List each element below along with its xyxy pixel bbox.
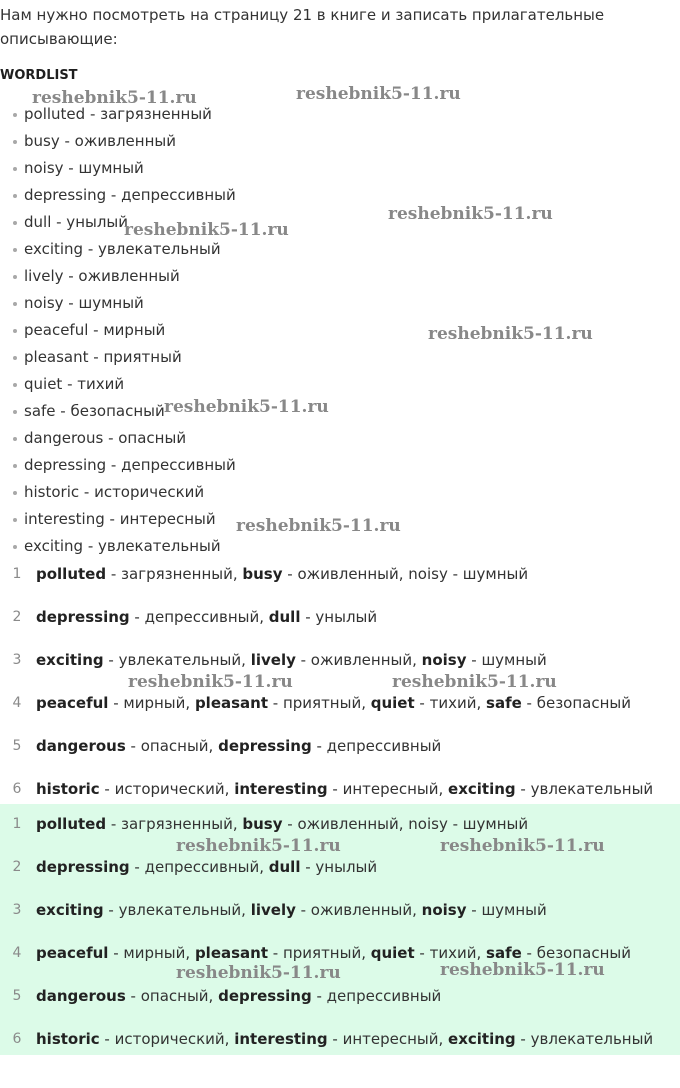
bullet-icon bbox=[13, 302, 17, 306]
answer-number: 6 bbox=[12, 781, 22, 797]
answer-number: 6 bbox=[12, 1031, 22, 1047]
watermark: reshebnik5-11.ru bbox=[388, 204, 553, 224]
wordlist-item: exciting - увлекательный bbox=[0, 236, 236, 263]
wordlist-item: noisy - шумный bbox=[0, 290, 236, 317]
answer-number: 5 bbox=[12, 738, 22, 754]
bullet-icon bbox=[13, 491, 17, 495]
wordlist-item: interesting - интересный bbox=[0, 506, 236, 533]
answer-number: 3 bbox=[12, 652, 22, 668]
watermark: reshebnik5-11.ru bbox=[164, 397, 329, 417]
answer-text: exciting - увлекательный, lively - оживленный, noisy - шумный bbox=[36, 901, 547, 919]
wordlist bbox=[0, 101, 236, 560]
bullet-icon bbox=[13, 329, 17, 333]
bullet-icon bbox=[13, 518, 17, 522]
wordlist-item: pleasant - приятный bbox=[0, 344, 236, 371]
answer-number: 4 bbox=[12, 695, 22, 711]
wordlist-item: busy - оживленный bbox=[0, 128, 236, 155]
watermark: reshebnik5-11.ru bbox=[176, 963, 341, 983]
watermark: reshebnik5-11.ru bbox=[440, 960, 605, 980]
wordlist-heading: WORDLIST bbox=[0, 68, 78, 83]
watermark: reshebnik5-11.ru bbox=[296, 84, 461, 104]
bullet-icon bbox=[13, 437, 17, 441]
answer-text: polluted - загрязненный, busy - оживленный, noisy - шумный bbox=[36, 815, 529, 833]
wordlist-item: polluted - загрязненный bbox=[0, 101, 236, 128]
wordlist-item: dull - унылый bbox=[0, 209, 236, 236]
watermark: reshebnik5-11.ru bbox=[236, 516, 401, 536]
bullet-icon bbox=[13, 383, 17, 387]
answer-text: historic - исторический, interesting - интересный, exciting - увлекательный bbox=[36, 1030, 654, 1048]
answer-text: polluted - загрязненный, busy - оживленный, noisy - шумный bbox=[36, 565, 529, 583]
answer-text: dangerous - опасный, depressing - депрессивный bbox=[36, 737, 442, 755]
answer-text: dangerous - опасный, depressing - депрессивный bbox=[36, 987, 442, 1005]
bullet-icon bbox=[13, 275, 17, 279]
answer-text: depressing - депрессивный, dull - унылый bbox=[36, 858, 378, 876]
watermark: reshebnik5-11.ru bbox=[124, 220, 289, 240]
answer-text: peaceful - мирный, pleasant - приятный, quiet - тихий, safe - безопасный bbox=[36, 944, 631, 962]
answer-number: 1 bbox=[12, 816, 22, 832]
watermark: reshebnik5-11.ru bbox=[128, 672, 293, 692]
bullet-icon bbox=[13, 248, 17, 252]
watermark: reshebnik5-11.ru bbox=[392, 672, 557, 692]
bullet-icon bbox=[13, 167, 17, 171]
wordlist-item: peaceful - мирный bbox=[0, 317, 236, 344]
answer-text: exciting - увлекательный, lively - оживленный, noisy - шумный bbox=[36, 651, 547, 669]
watermark: reshebnik5-11.ru bbox=[428, 324, 593, 344]
watermark: reshebnik5-11.ru bbox=[176, 836, 341, 856]
answer-text: historic - исторический, interesting - интересный, exciting - увлекательный bbox=[36, 780, 654, 798]
bullet-icon bbox=[13, 356, 17, 360]
bullet-icon bbox=[13, 194, 17, 198]
bullet-icon bbox=[13, 464, 17, 468]
bullet-icon bbox=[13, 221, 17, 225]
bullet-icon bbox=[13, 140, 17, 144]
answer-number: 5 bbox=[12, 988, 22, 1004]
bullet-icon bbox=[13, 545, 17, 549]
answer-number: 1 bbox=[12, 566, 22, 582]
wordlist-item: historic - исторический bbox=[0, 479, 236, 506]
watermark: reshebnik5-11.ru bbox=[440, 836, 605, 856]
answer-number: 3 bbox=[12, 902, 22, 918]
wordlist-item: quiet - тихий bbox=[0, 371, 236, 398]
answer-text: depressing - депрессивный, dull - унылый bbox=[36, 608, 378, 626]
wordlist-item: dangerous - опасный bbox=[0, 425, 236, 452]
wordlist-item: noisy - шумный bbox=[0, 155, 236, 182]
watermark: reshebnik5-11.ru bbox=[32, 88, 197, 108]
bullet-icon bbox=[13, 113, 17, 117]
answer-number: 2 bbox=[12, 609, 22, 625]
wordlist-item: depressing - депрессивный bbox=[0, 182, 236, 209]
wordlist-item: exciting - увлекательный bbox=[0, 533, 236, 560]
answer-number: 4 bbox=[12, 945, 22, 961]
answer-text: peaceful - мирный, pleasant - приятный, quiet - тихий, safe - безопасный bbox=[36, 694, 631, 712]
wordlist-item: lively - оживленный bbox=[0, 263, 236, 290]
bullet-icon bbox=[13, 410, 17, 414]
answer-number: 2 bbox=[12, 859, 22, 875]
intro-text: Нам нужно посмотреть на страницу 21 в книге и записать прилагательные описывающие: bbox=[0, 6, 605, 48]
wordlist-item: safe - безопасный bbox=[0, 398, 236, 425]
wordlist-item: depressing - депрессивный bbox=[0, 452, 236, 479]
